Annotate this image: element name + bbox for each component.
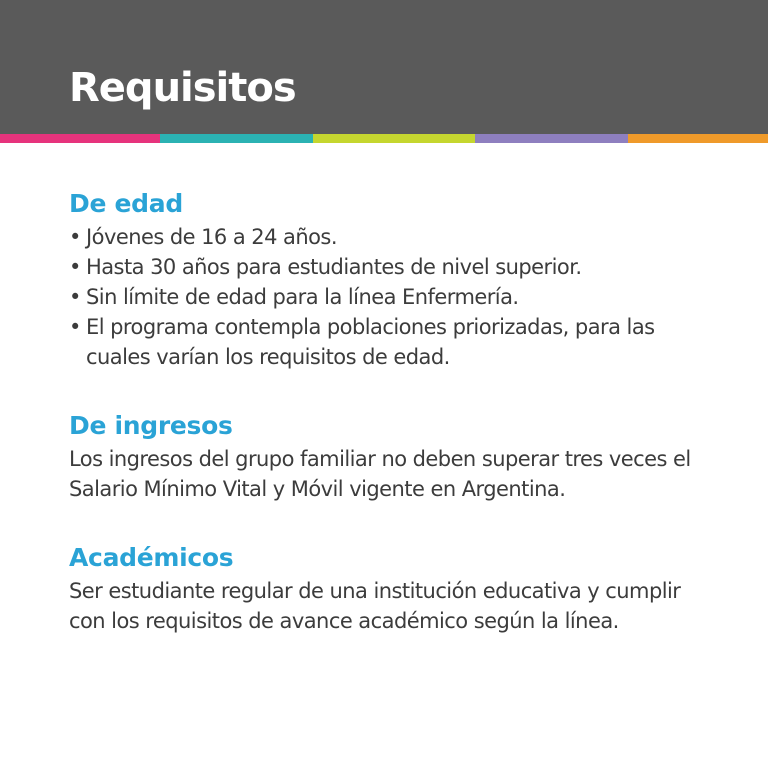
list-item-text: Hasta 30 años para estudiantes de nivel superior. <box>86 255 582 279</box>
edad-list <box>69 222 709 372</box>
section-title-academicos: Académicos <box>69 543 234 572</box>
requirements-content <box>69 186 709 636</box>
stripe-segment-lime <box>313 134 475 143</box>
stripe-segment-orange <box>628 134 768 143</box>
list-item <box>69 252 709 282</box>
list-item-text: Sin límite de edad para la línea Enfermería. <box>86 285 519 309</box>
section-academicos <box>69 540 709 636</box>
list-item-text: El programa contempla poblaciones priorizadas, para las cuales varían los requisitos de edad. <box>86 315 655 369</box>
list-item-text: Jóvenes de 16 a 24 años. <box>86 225 337 249</box>
header-banner <box>0 0 768 134</box>
bullet-icon: • <box>69 285 81 309</box>
bullet-icon: • <box>69 225 81 249</box>
list-item <box>69 222 709 252</box>
stripe-segment-purple <box>475 134 628 143</box>
section-title-ingresos: De ingresos <box>69 411 233 440</box>
section-edad <box>69 186 709 372</box>
section-title-edad: De edad <box>69 189 183 218</box>
bullet-icon: • <box>69 255 81 279</box>
stripe-segment-teal <box>160 134 313 143</box>
stripe-segment-pink <box>0 134 160 143</box>
page-title: Requisitos <box>69 65 296 111</box>
list-item <box>69 282 709 312</box>
academicos-text: Ser estudiante regular de una institución educativa y cumplir con los requisitos de avance académico según la línea. <box>69 579 681 633</box>
section-ingresos <box>69 408 709 504</box>
bullet-icon: • <box>69 315 81 339</box>
list-item <box>69 312 709 372</box>
color-stripe <box>0 134 768 143</box>
ingresos-text: Los ingresos del grupo familiar no deben superar tres veces el Salario Mínimo Vital y Móvil vigente en Argentina. <box>69 447 691 501</box>
